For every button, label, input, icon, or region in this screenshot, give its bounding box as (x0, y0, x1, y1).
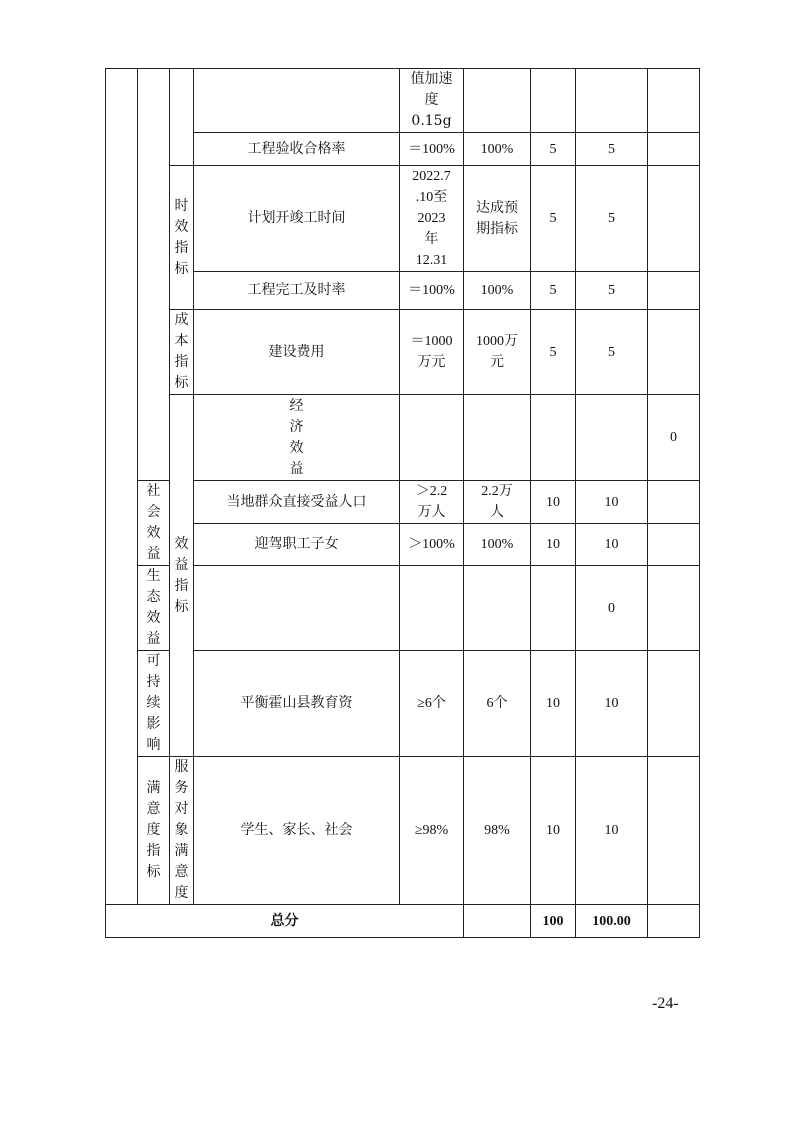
remark-cell (648, 69, 700, 133)
time-indicator-label: 时 效 指 标 (170, 166, 194, 310)
table-row (106, 310, 700, 395)
weight-cell (531, 566, 576, 651)
target-cell: 2022.7 .10至 2023 年 12.31 (400, 166, 464, 272)
score-cell: 5 (576, 133, 648, 166)
target-cell (400, 566, 464, 651)
target-cell: ＝1000 万元 (400, 310, 464, 395)
target-cell: 值加速 度 0.15g (400, 69, 464, 133)
indicator-cell: 平衡霍山县教育资 (194, 651, 400, 757)
cost-indicator-label: 成 本 指 标 (170, 310, 194, 395)
actual-cell (464, 905, 531, 938)
total-weight: 100 (531, 905, 576, 938)
indicator-cell: 工程完工及时率 (194, 272, 400, 310)
ecological-benefit-label: 生 态 效 益 (138, 566, 170, 651)
score-cell: 0 (576, 566, 648, 651)
remark-cell (648, 133, 700, 166)
social-benefit-label: 社 会 效 益 (138, 481, 170, 566)
indicator-cell: 当地群众直接受益人口 (194, 481, 400, 524)
table-row (106, 69, 700, 133)
sustainable-impact-label: 可 持 续 影 响 (138, 651, 170, 757)
table-row (106, 166, 700, 272)
actual-cell: 98% (464, 757, 531, 905)
weight-cell (576, 395, 648, 481)
total-score: 100.00 (576, 905, 648, 938)
actual-cell: 2.2万 人 (464, 481, 531, 524)
remark-cell (648, 757, 700, 905)
score-cell: 10 (576, 481, 648, 524)
weight-cell: 5 (531, 272, 576, 310)
remark-cell (648, 166, 700, 272)
target-cell: ＝100% (400, 272, 464, 310)
actual-cell (464, 566, 531, 651)
actual-cell (464, 69, 531, 133)
score-cell: 5 (576, 272, 648, 310)
weight-cell: 10 (531, 757, 576, 905)
total-label: 总分 (106, 905, 464, 938)
benefit-indicator-label: 效 益 指 标 (170, 395, 194, 757)
table-row (106, 481, 700, 524)
remark-cell (648, 310, 700, 395)
table-row (106, 566, 700, 651)
actual-cell: 100% (464, 272, 531, 310)
target-cell: ＞100% (400, 524, 464, 566)
remark-cell (648, 566, 700, 651)
output-category-cell (138, 69, 170, 481)
weight-cell (531, 69, 576, 133)
target-cell: ≥6个 (400, 651, 464, 757)
quality-subcategory-cell (170, 69, 194, 166)
table-row (106, 133, 700, 166)
satisfaction-indicator-label: 满 意 度 指 标 (138, 757, 170, 905)
weight-cell: 5 (531, 133, 576, 166)
score-cell: 5 (576, 310, 648, 395)
target-cell: ＞2.2 万人 (400, 481, 464, 524)
weight-cell: 10 (531, 524, 576, 566)
indicator-cell: 学生、家长、社会 (194, 757, 400, 905)
actual-cell: 100% (464, 524, 531, 566)
indicator-cell (400, 395, 464, 481)
score-cell: 0 (648, 395, 700, 481)
score-cell: 10 (576, 524, 648, 566)
indicator-cell (194, 69, 400, 133)
weight-cell: 10 (531, 651, 576, 757)
target-cell (464, 395, 531, 481)
weight-cell: 10 (531, 481, 576, 524)
indicator-cell: 迎驾职工子女 (194, 524, 400, 566)
table-row (106, 524, 700, 566)
score-cell: 10 (576, 757, 648, 905)
score-cell (576, 69, 648, 133)
weight-cell: 5 (531, 310, 576, 395)
service-satisfaction-label: 服 务 对 象 满 意 度 (170, 757, 194, 905)
performance-indicator-table (105, 68, 700, 938)
economic-benefit-label: 经 济 效 益 (194, 395, 400, 481)
total-row (106, 905, 700, 938)
indicator-cell: 工程验收合格率 (194, 133, 400, 166)
remark-cell (648, 524, 700, 566)
indicator-cell (194, 566, 400, 651)
score-cell: 10 (576, 651, 648, 757)
outer-category-cell (106, 69, 138, 905)
remark-cell (648, 481, 700, 524)
table-row (106, 757, 700, 905)
table-row (106, 272, 700, 310)
actual-cell: 达成预 期指标 (464, 166, 531, 272)
actual-cell: 6个 (464, 651, 531, 757)
actual-cell: 1000万 元 (464, 310, 531, 395)
target-cell: ≥98% (400, 757, 464, 905)
table-row (106, 395, 700, 481)
target-cell: ＝100% (400, 133, 464, 166)
remark-cell (648, 651, 700, 757)
actual-cell (531, 395, 576, 481)
score-cell: 5 (576, 166, 648, 272)
page-number: -24- (652, 995, 679, 1012)
remark-cell (648, 905, 700, 938)
weight-cell: 5 (531, 166, 576, 272)
table-row (106, 651, 700, 757)
remark-cell (648, 272, 700, 310)
actual-cell: 100% (464, 133, 531, 166)
indicator-cell: 计划开竣工时间 (194, 166, 400, 272)
indicator-cell: 建设费用 (194, 310, 400, 395)
